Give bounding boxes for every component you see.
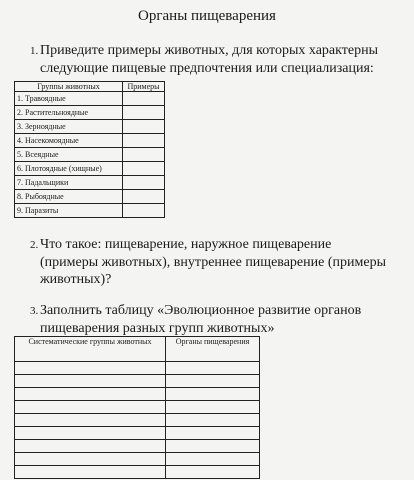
table2-cell (15, 388, 166, 401)
table1-example-cell (123, 92, 165, 106)
table2-cell (15, 427, 166, 440)
table2-cell (15, 414, 166, 427)
table2-header-organs: Органы пищеварения (166, 337, 260, 362)
table1-group-cell: 8. Рыбоядные (15, 190, 123, 204)
table2-cell (15, 453, 166, 466)
question-1 (30, 42, 378, 77)
question-1-number: 1. (30, 45, 39, 57)
table-row (15, 148, 165, 162)
question-3 (30, 302, 361, 337)
table-row (15, 453, 260, 466)
evolution-table (14, 336, 260, 479)
table-row (15, 190, 165, 204)
question-3-number: 3. (30, 305, 39, 317)
table2-cell (166, 453, 260, 466)
table-row (15, 362, 260, 375)
table-row (15, 204, 165, 218)
table2-cell (166, 401, 260, 414)
table-row (15, 388, 260, 401)
table1-example-cell (123, 162, 165, 176)
question-2-line-1: Что такое: пищеварение, наружное пищеварение (40, 237, 332, 252)
table-row (15, 162, 165, 176)
table1-example-cell (123, 106, 165, 120)
table-row (15, 134, 165, 148)
table1-group-cell: 4. Насекомоядные (15, 134, 123, 148)
diet-groups-table (14, 81, 165, 218)
table1-group-cell: 9. Паразиты (15, 204, 123, 218)
table1-example-cell (123, 190, 165, 204)
table2-cell (166, 427, 260, 440)
table2-cell (15, 401, 166, 414)
table1-group-cell: 1. Травоядные (15, 92, 123, 106)
table2-cell (166, 362, 260, 375)
table1-header-groups: Группы животных (15, 82, 123, 92)
table1-group-cell: 2. Растительноядные (15, 106, 123, 120)
table2-cell (166, 466, 260, 479)
table1-header-examples: Примеры (123, 82, 165, 92)
question-1-line-2: следующие пищевые предпочтения или специализация: (40, 61, 374, 76)
table-row (15, 106, 165, 120)
page-title: Органы пищеварения (138, 8, 276, 24)
table1-group-cell: 5. Всеядные (15, 148, 123, 162)
table1-group-cell: 7. Падальщики (15, 176, 123, 190)
table2-cell (166, 375, 260, 388)
table-row (15, 466, 260, 479)
question-3-line-2: пищеварения разных групп животных» (40, 321, 275, 336)
table1-group-cell: 6. Плотоядные (хищные) (15, 162, 123, 176)
table2-cell (15, 440, 166, 453)
question-2 (30, 236, 386, 288)
table-row (15, 375, 260, 388)
table2-cell (166, 440, 260, 453)
table1-example-cell (123, 148, 165, 162)
table-row (15, 427, 260, 440)
table2-cell (15, 375, 166, 388)
question-2-line-3: животных)? (40, 272, 112, 287)
table2-header-groups: Систематические группы животных (15, 337, 166, 362)
question-1-line-1: Приведите примеры животных, для которых характерны (40, 43, 378, 58)
question-3-line-1: Заполнить таблицу «Эволюционное развитие органов (40, 303, 362, 318)
table-row (15, 120, 165, 134)
table1-example-cell (123, 134, 165, 148)
table1-example-cell (123, 204, 165, 218)
question-2-number: 2. (30, 239, 39, 251)
question-2-line-2: (примеры животных), внутреннее пищеварение (примеры (40, 255, 386, 270)
table-row (15, 92, 165, 106)
table1-example-cell (123, 176, 165, 190)
table1-group-cell: 3. Зерноядные (15, 120, 123, 134)
table-row (15, 176, 165, 190)
table2-cell (166, 388, 260, 401)
table2-cell (15, 362, 166, 375)
table2-cell (166, 414, 260, 427)
table-row (15, 401, 260, 414)
table2-cell (15, 466, 166, 479)
table-row (15, 440, 260, 453)
table-row (15, 414, 260, 427)
table1-example-cell (123, 120, 165, 134)
